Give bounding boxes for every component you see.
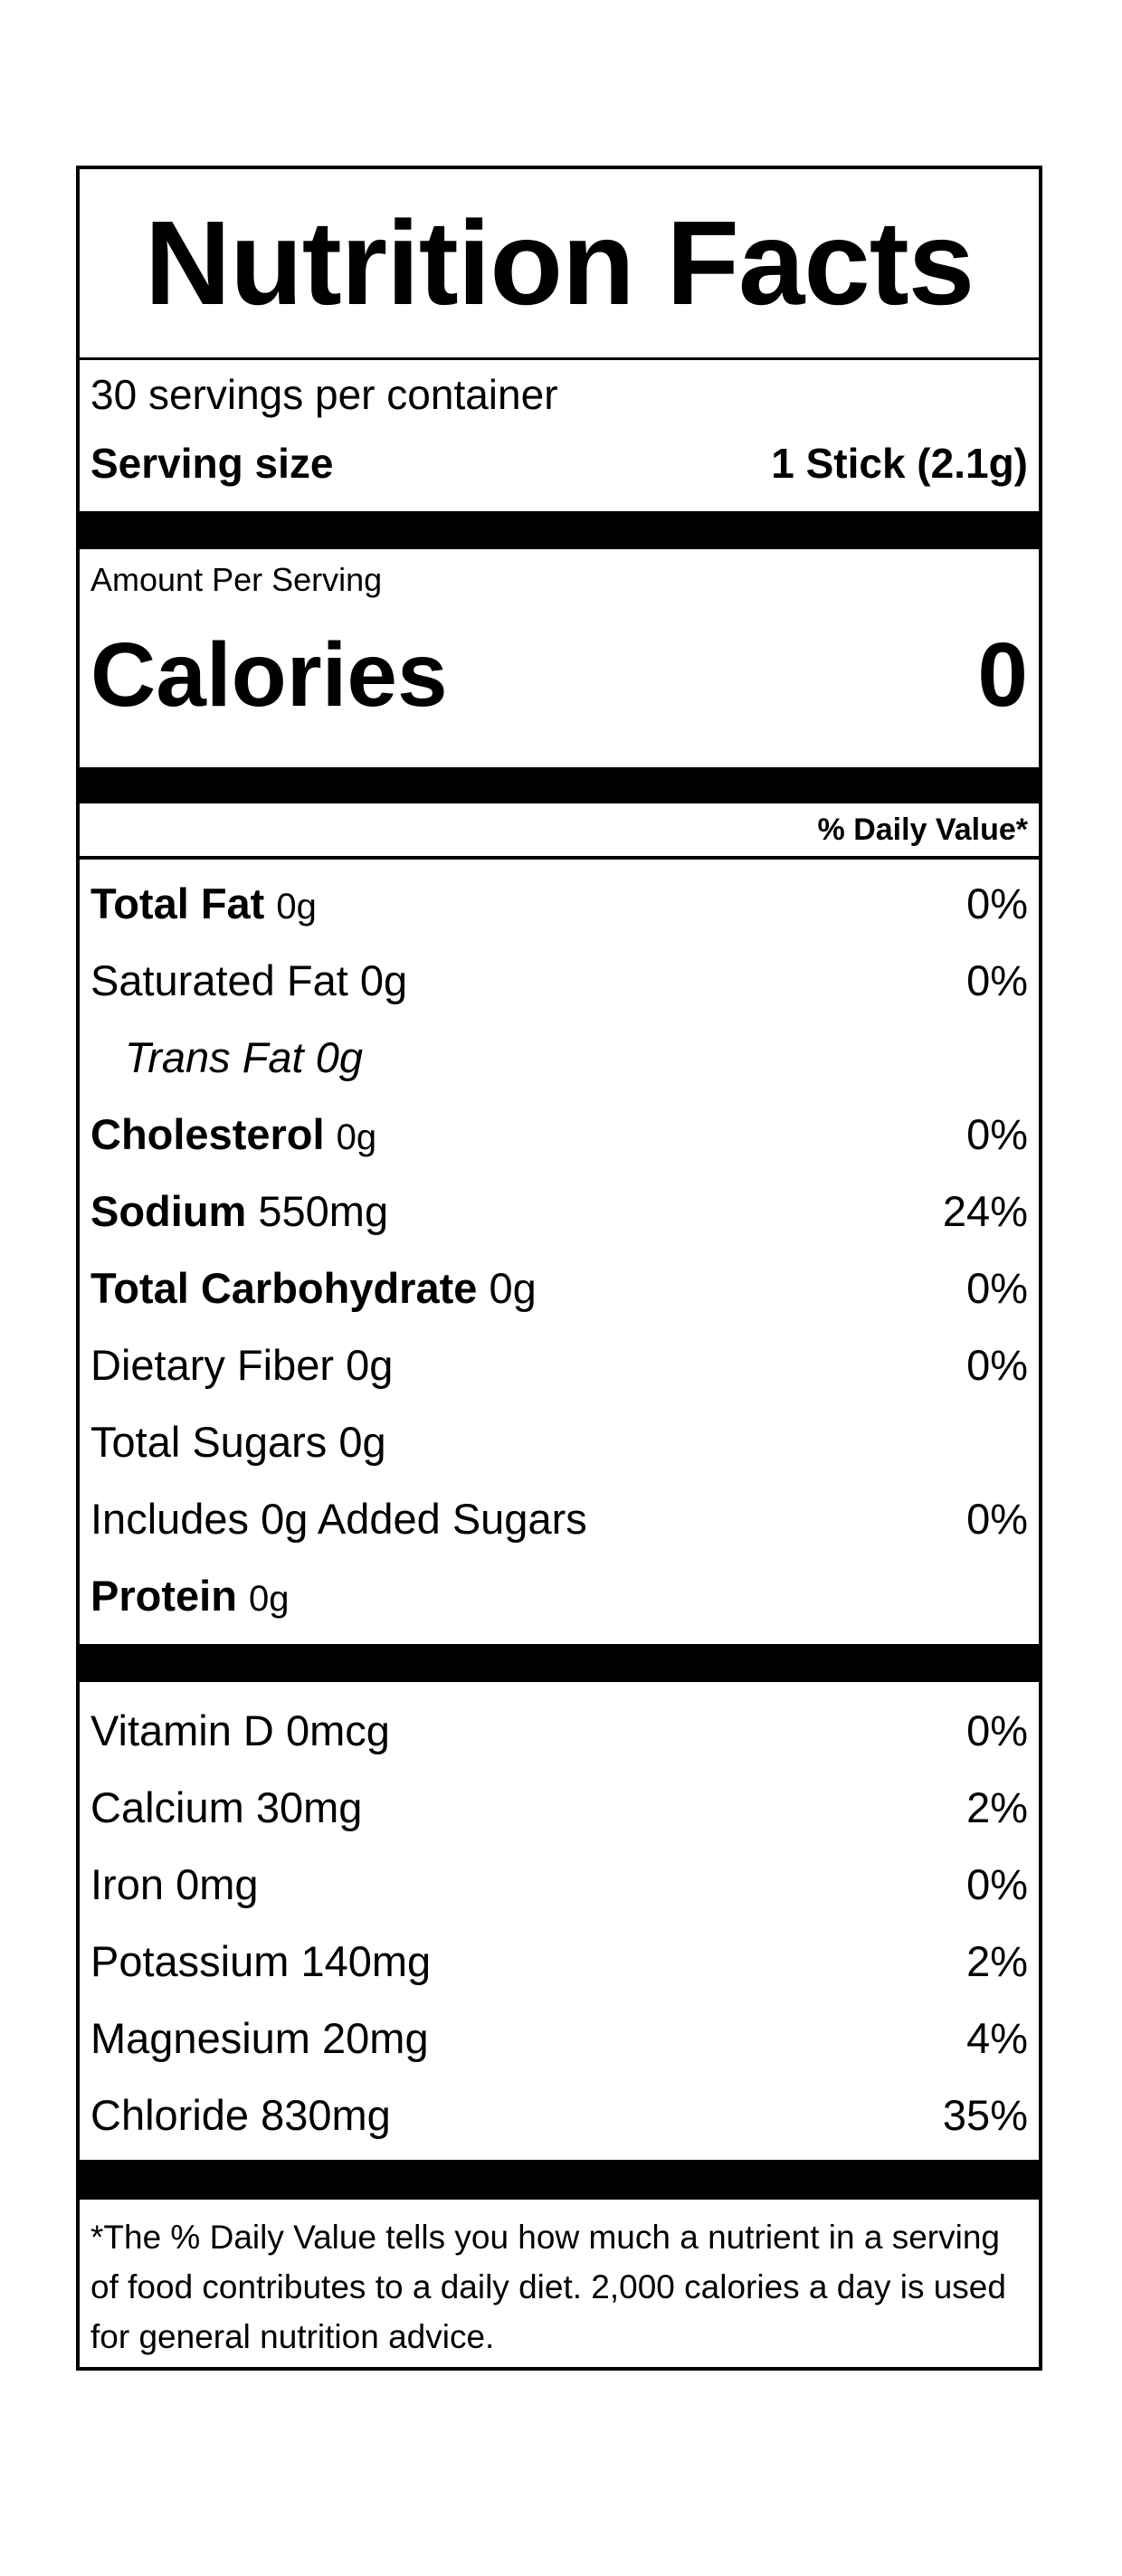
vitamin-row-potassium xyxy=(90,1925,1028,1997)
nutrient-amount: 0g xyxy=(276,886,317,927)
nutrient-amount: 0g xyxy=(315,1032,363,1081)
nutrient-name: Includes 0g Added Sugars xyxy=(90,1494,587,1543)
calories-label: Calories xyxy=(90,623,448,726)
vitamin-row-vitamin-d xyxy=(90,1694,1028,1766)
vitamin-name: Calcium xyxy=(90,1782,244,1831)
vitamin-row-magnesium xyxy=(90,2001,1028,2074)
nutrient-row-dietary-fiber xyxy=(90,1328,1028,1401)
nutrient-amount: 0g xyxy=(359,955,408,1004)
nutrient-dv: 0% xyxy=(966,879,1028,927)
nutrient-amount: 0g xyxy=(346,1340,394,1389)
vitamin-row-iron xyxy=(90,1848,1028,1920)
daily-value-footnote: *The % Daily Value tells you how much a nutrient in a serving of food contributes to a daily diet. 2,000 calories a day is used for general nutrition advice. xyxy=(90,2219,1006,2355)
vitamin-amount: 30mg xyxy=(255,1782,363,1831)
daily-value-header xyxy=(90,803,1028,856)
nutrient-row-protein xyxy=(90,1559,1028,1631)
nutrient-dv: 24% xyxy=(942,1186,1028,1235)
vitamin-amount: 20mg xyxy=(322,2013,429,2062)
nutrient-row-trans-fat xyxy=(125,1021,1028,1093)
divider-thin xyxy=(80,856,1039,860)
nutrient-dv: 0% xyxy=(966,1263,1028,1312)
amount-per-serving-text: Amount Per Serving xyxy=(90,561,383,598)
vitamin-amount: 140mg xyxy=(300,1936,432,1985)
vitamin-dv: 2% xyxy=(966,1936,1028,1985)
nutrient-name: Saturated Fat xyxy=(90,955,348,1004)
nutrient-row-total-sugars xyxy=(90,1405,1028,1478)
divider-thick xyxy=(80,1644,1039,1682)
nutrient-row-total-carbohydrate xyxy=(90,1251,1028,1324)
calories-value: 0 xyxy=(977,623,1028,726)
vitamin-name: Vitamin D xyxy=(90,1706,274,1754)
nutrient-amount: 0g xyxy=(489,1263,537,1312)
amount-per-serving xyxy=(90,553,1028,607)
nutrient-amount: 0g xyxy=(336,1117,377,1157)
vitamin-dv: 0% xyxy=(966,1859,1028,1908)
label-title: Nutrition Facts xyxy=(144,196,975,329)
nutrient-row-total-fat xyxy=(90,867,1028,939)
vitamin-row-calcium xyxy=(90,1771,1028,1843)
servings-text: 30 servings per container xyxy=(90,371,558,418)
vitamin-name: Potassium xyxy=(90,1936,290,1985)
vitamin-amount: 830mg xyxy=(261,2090,391,2139)
daily-value-header-text: % Daily Value* xyxy=(817,812,1028,847)
nutrient-row-saturated-fat xyxy=(90,944,1028,1016)
nutrient-dv: 0% xyxy=(966,1340,1028,1389)
vitamin-dv: 2% xyxy=(966,1782,1028,1831)
nutrient-amount: 0g xyxy=(338,1417,386,1466)
serving-size-label: Serving size xyxy=(90,440,334,487)
nutrient-name: Protein xyxy=(90,1571,237,1620)
nutrient-row-cholesterol xyxy=(90,1098,1028,1170)
nutrient-name: Cholesterol xyxy=(90,1109,325,1158)
nutrient-name: Total Sugars xyxy=(90,1417,328,1466)
vitamin-name: Iron xyxy=(90,1859,164,1908)
nutrient-dv: 0% xyxy=(966,1109,1028,1158)
vitamin-name: Magnesium xyxy=(90,2013,310,2062)
vitamin-amount: 0mg xyxy=(176,1859,259,1908)
serving-size-value: 1 Stick (2.1g) xyxy=(771,440,1028,487)
nutrient-row-sodium xyxy=(90,1174,1028,1247)
nutrient-name: Sodium xyxy=(90,1186,247,1235)
vitamin-name: Chloride xyxy=(90,2090,250,2139)
nutrient-amount: 550mg xyxy=(258,1186,389,1235)
nutrient-name: Total Fat xyxy=(90,879,265,927)
nutrient-name: Trans Fat xyxy=(125,1032,304,1081)
nutrition-facts-label xyxy=(76,166,1042,2371)
nutrient-name: Total Carbohydrate xyxy=(90,1263,478,1312)
divider-thick xyxy=(80,2160,1039,2200)
servings-per-container xyxy=(90,360,1028,429)
calories-row xyxy=(90,607,1028,743)
serving-size-row xyxy=(90,429,1028,498)
divider-thick xyxy=(80,511,1039,549)
nutrient-name: Dietary Fiber xyxy=(90,1340,335,1389)
nutrient-dv: 0% xyxy=(966,955,1028,1004)
nutrient-dv: 0% xyxy=(966,1494,1028,1543)
vitamin-dv: 4% xyxy=(966,2013,1028,2062)
vitamin-amount: 0mcg xyxy=(285,1706,390,1754)
nutrient-amount: 0g xyxy=(248,1578,290,1619)
vitamin-dv: 0% xyxy=(966,1706,1028,1754)
vitamin-dv: 35% xyxy=(942,2090,1028,2139)
vitamin-row-chloride xyxy=(90,2078,1028,2151)
divider-thick xyxy=(80,767,1039,803)
nutrient-row-added-sugars xyxy=(90,1482,1028,1554)
